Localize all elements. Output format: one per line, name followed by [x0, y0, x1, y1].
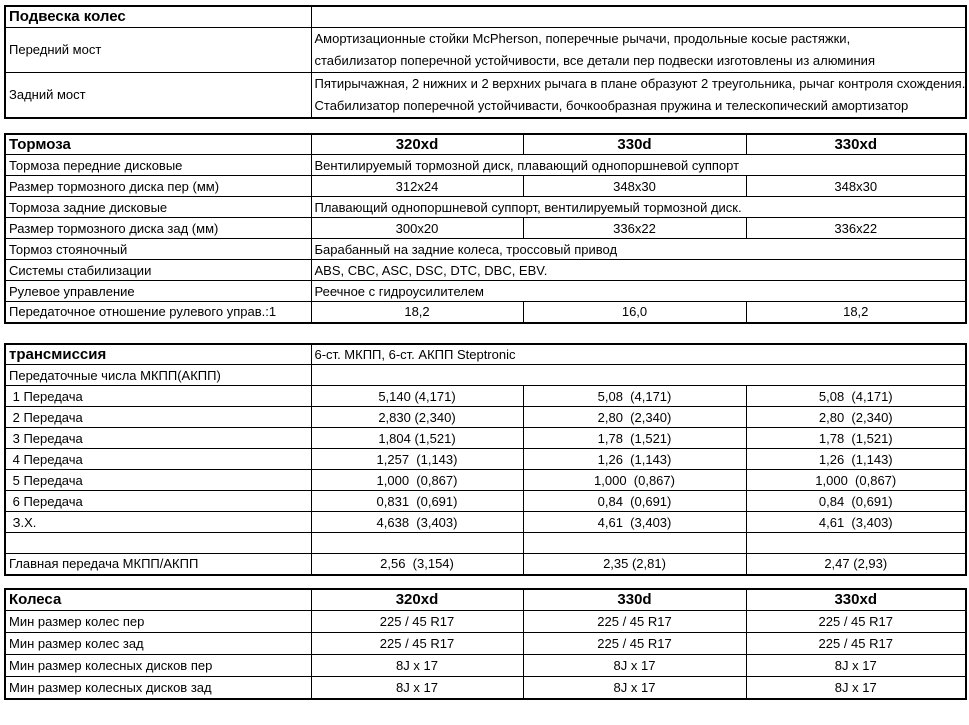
brakes-table: [4, 133, 967, 324]
row-label: 5 Передача: [5, 470, 311, 491]
wheels-table-title: Колеса: [5, 589, 311, 611]
row-value: 2,80 (2,340): [523, 407, 746, 428]
row-value: 18,2: [311, 302, 523, 323]
row-value: 1,000 (0,867): [311, 470, 523, 491]
transmission-table: [4, 343, 967, 576]
description-line: Амортизационные стойки McPherson, поперечные рычачи, продольные косые растяжки,: [314, 30, 851, 46]
row-value: 5,140 (4,171): [311, 386, 523, 407]
row-label: Передаточное отношение рулевого управ.:1: [5, 302, 311, 323]
row-value: 225 / 45 R17: [523, 633, 746, 655]
row-label-rear-axle: Задний мост: [5, 72, 311, 118]
row-value: 336x22: [746, 218, 966, 239]
row-value: 300x20: [311, 218, 523, 239]
row-value: 8J x 17: [523, 677, 746, 699]
model-header-330d: 330d: [523, 589, 746, 611]
row-label: Рулевое управление: [5, 281, 311, 302]
row-value: 348x30: [523, 176, 746, 197]
row-label: Тормоз стояночный: [5, 239, 311, 260]
row-span-value: Барабанный на задние колеса, троссовый привод: [311, 239, 966, 260]
table-row: [5, 407, 966, 428]
row-label: Мин размер колесных дисков зад: [5, 677, 311, 699]
wheels-table: [4, 588, 967, 700]
description-line: Пятирычажная, 2 нижних и 2 верхних рычага в плане образуют 2 треугольника, рычаг контроля схождения.: [314, 75, 966, 91]
table-row: [5, 428, 966, 449]
suspension-table: [4, 5, 967, 119]
model-header-330xd: 330xd: [746, 134, 966, 155]
model-header-330xd: 330xd: [746, 589, 966, 611]
model-header-320xd: 320xd: [311, 134, 523, 155]
table-row: [5, 260, 966, 281]
gearbox-span-value: 6-ст. МКПП, 6-ст. АКПП Steptronic: [311, 344, 966, 365]
table-row: [5, 677, 966, 699]
row-value: 5,08 (4,171): [523, 386, 746, 407]
row-value: 1,78 (1,521): [523, 428, 746, 449]
row-value: 16,0: [523, 302, 746, 323]
table-row: [5, 491, 966, 512]
row-value: 5,08 (4,171): [746, 386, 966, 407]
row-value: 225 / 45 R17: [311, 633, 523, 655]
row-label-front-axle: Передний мост: [5, 27, 311, 72]
row-value: 1,26 (1,143): [746, 449, 966, 470]
row-value: 8J x 17: [746, 655, 966, 677]
empty-cell: [5, 533, 311, 554]
transmission-table-title: трансмиссия: [5, 344, 311, 365]
row-value: 225 / 45 R17: [523, 611, 746, 633]
row-span-value: Плавающий однопоршневой суппорт, вентилируемый тормозной диск.: [311, 197, 966, 218]
table-row: [5, 239, 966, 260]
row-label: 4 Передача: [5, 449, 311, 470]
row-value: 18,2: [746, 302, 966, 323]
row-value: 1,000 (0,867): [746, 470, 966, 491]
table-row: [5, 27, 966, 72]
row-value: 2,80 (2,340): [746, 407, 966, 428]
row-value: 4,61 (3,403): [523, 512, 746, 533]
row-value: 8J x 17: [523, 655, 746, 677]
row-label: Мин размер колес зад: [5, 633, 311, 655]
row-label: Мин размер колесных дисков пер: [5, 655, 311, 677]
row-value: 0,84 (0,691): [523, 491, 746, 512]
empty-cell: [311, 533, 523, 554]
table-row: [5, 218, 966, 239]
table-row: [5, 655, 966, 677]
row-value: 4,61 (3,403): [746, 512, 966, 533]
row-value: 1,000 (0,867): [523, 470, 746, 491]
table-header-row: [5, 6, 966, 27]
table-row: [5, 197, 966, 218]
row-label: 3 Передача: [5, 428, 311, 449]
empty-cell: [523, 533, 746, 554]
suspension-table-title: Подвеска колес: [5, 6, 311, 27]
row-value: 225 / 45 R17: [746, 633, 966, 655]
row-value: 4,638 (3,403): [311, 512, 523, 533]
row-value: 1,257 (1,143): [311, 449, 523, 470]
row-value: 225 / 45 R17: [746, 611, 966, 633]
row-value: 2,830 (2,340): [311, 407, 523, 428]
table-row: [5, 470, 966, 491]
row-label: Тормоза задние дисковые: [5, 197, 311, 218]
description-line: стабилизатор поперечной устойчивости, все детали пер подвески изготовлены из алюминия: [314, 52, 875, 68]
table-row: [5, 633, 966, 655]
description-line: Стабилизатор поперечной устойчивасти, бочкообразная пружина и телескопический амортизатор: [314, 97, 909, 113]
row-value: 1,804 (1,521): [311, 428, 523, 449]
table-row: [5, 72, 966, 118]
table-row: [5, 386, 966, 407]
row-value: 1,26 (1,143): [523, 449, 746, 470]
row-label: Системы стабилизации: [5, 260, 311, 281]
row-value: 8J x 17: [311, 655, 523, 677]
empty-header-cell: [311, 6, 966, 27]
row-span-value: ABS, CBC, ASC, DSC, DTC, DBC, EBV.: [311, 260, 966, 281]
row-value: 1,78 (1,521): [746, 428, 966, 449]
row-label: Мин размер колес пер: [5, 611, 311, 633]
row-label: 1 Передача: [5, 386, 311, 407]
row-value: 0,831 (0,691): [311, 491, 523, 512]
row-value: 8J x 17: [311, 677, 523, 699]
table-row: [5, 155, 966, 176]
table-header-row: [5, 134, 966, 155]
row-value: 225 / 45 R17: [311, 611, 523, 633]
row-label-gear-ratios: Передаточные числа МКПП(АКПП): [5, 365, 311, 386]
row-value: 2,35 (2,81): [523, 554, 746, 575]
row-value: 336x22: [523, 218, 746, 239]
row-span-value: Реечное с гидроусилителем: [311, 281, 966, 302]
table-row: [5, 281, 966, 302]
table-header-row: [5, 344, 966, 365]
row-label-reverse-gear: З.Х.: [5, 512, 311, 533]
row-label-final-drive: Главная передача МКПП/АКПП: [5, 554, 311, 575]
row-label: Размер тормозного диска зад (мм): [5, 218, 311, 239]
table-row: [5, 512, 966, 533]
row-value-rear-axle: [311, 72, 966, 118]
row-label: 2 Передача: [5, 407, 311, 428]
row-label: Тормоза передние дисковые: [5, 155, 311, 176]
empty-cell: [746, 533, 966, 554]
row-value: 0,84 (0,691): [746, 491, 966, 512]
row-value: 8J x 17: [746, 677, 966, 699]
table-row: [5, 449, 966, 470]
model-header-330d: 330d: [523, 134, 746, 155]
row-span-value: Вентилируемый тормозной диск, плавающий однопоршневой суппорт: [311, 155, 966, 176]
table-row: [5, 176, 966, 197]
table-header-row: [5, 589, 966, 611]
row-value: 2,56 (3,154): [311, 554, 523, 575]
row-value: 348x30: [746, 176, 966, 197]
brakes-table-title: Тормоза: [5, 134, 311, 155]
table-row: [5, 302, 966, 323]
table-row-empty: [5, 533, 966, 554]
row-value: 312x24: [311, 176, 523, 197]
model-header-320xd: 320xd: [311, 589, 523, 611]
row-label: 6 Передача: [5, 491, 311, 512]
table-row: [5, 611, 966, 633]
row-value-front-axle: [311, 27, 966, 72]
row-span-empty: [311, 365, 966, 386]
row-value: 2,47 (2,93): [746, 554, 966, 575]
table-row: [5, 554, 966, 575]
table-row: [5, 365, 966, 386]
row-label: Размер тормозного диска пер (мм): [5, 176, 311, 197]
